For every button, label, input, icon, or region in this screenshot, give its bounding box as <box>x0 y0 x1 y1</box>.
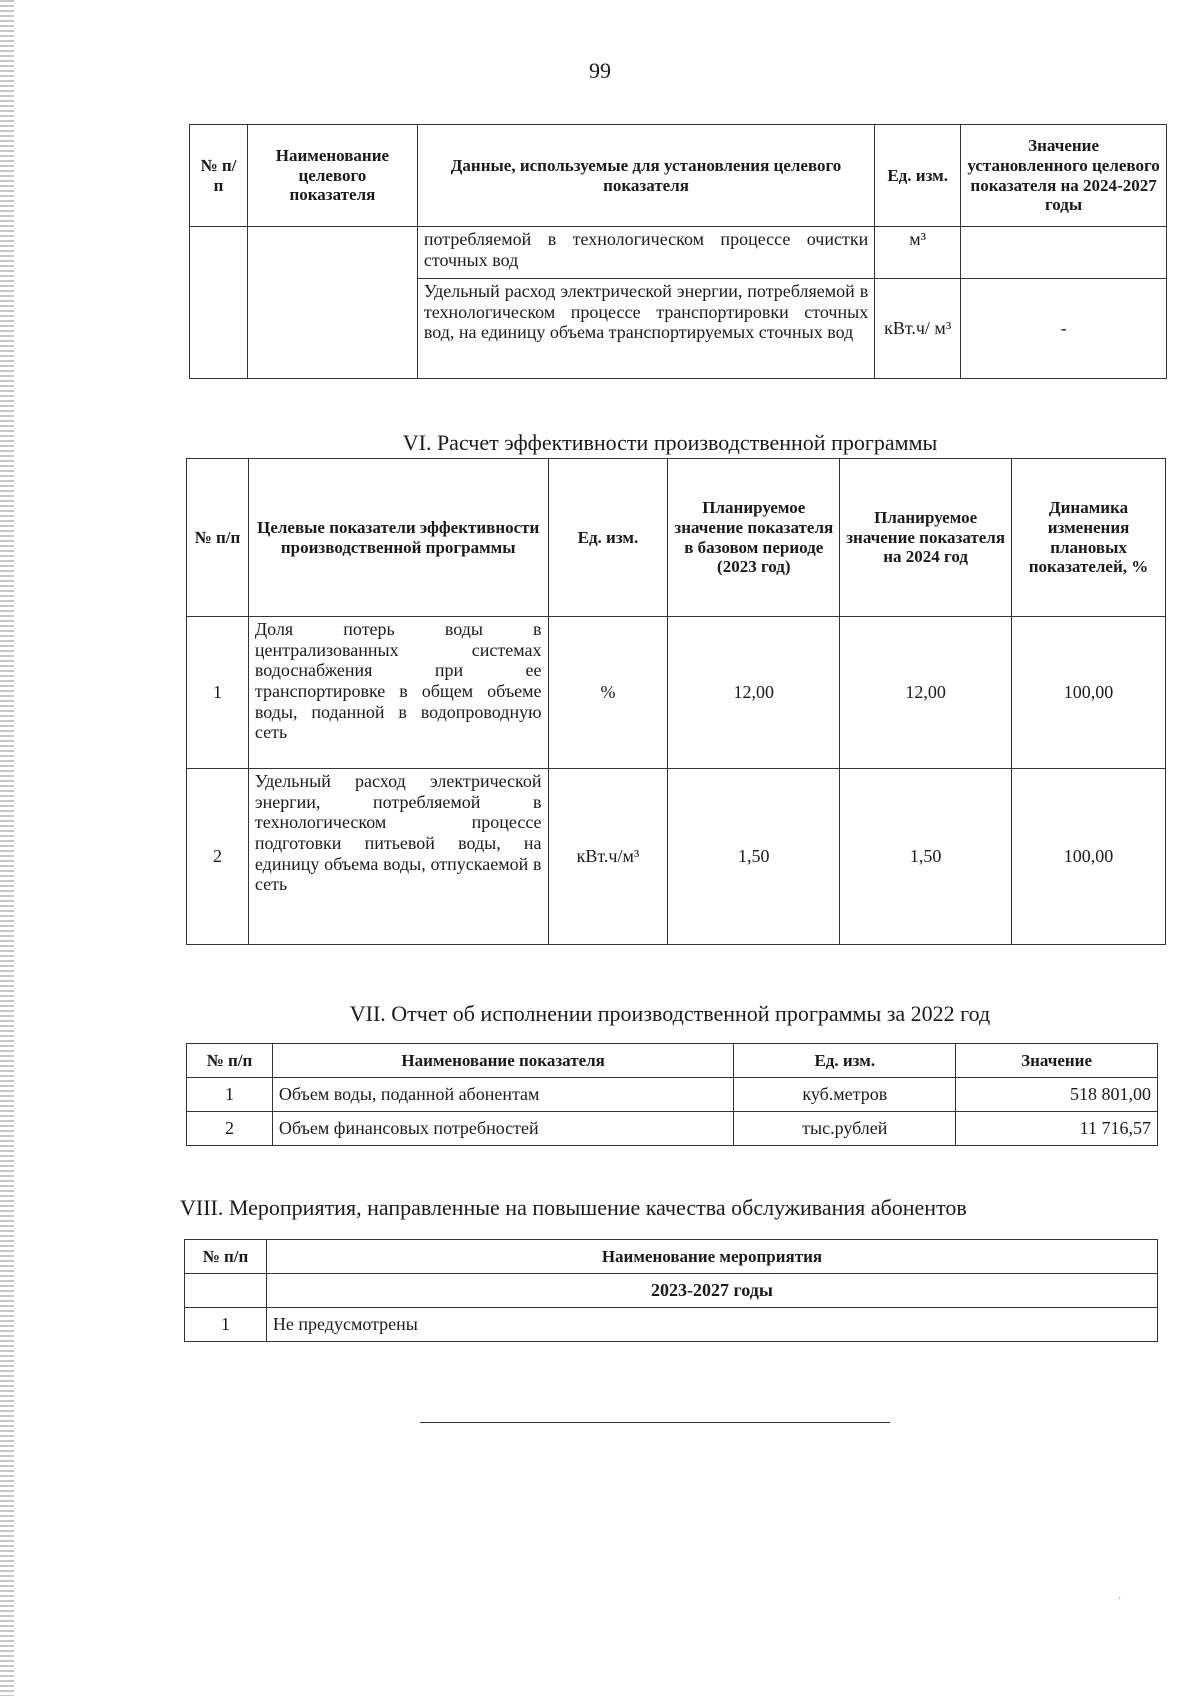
table-row <box>187 617 1166 769</box>
table-cell-indicator <box>247 227 417 379</box>
table-cell-empty <box>185 1274 267 1308</box>
table-cell-data: Удельный расход электрической энергии, потребляемой в технологическом процессе транспортировки сточных вод, на единицу объема транспортируемых сточных вод <box>417 279 874 379</box>
table-cell-plan: 12,00 <box>840 617 1012 769</box>
table-cell-indicator: Удельный расход электрической энергии, потребляемой в технологическом процессе подготовки питьевой воды, на единицу объема воды, отпускаемой в сеть <box>248 769 548 945</box>
table-header-row <box>185 1240 1158 1274</box>
col-header-plan: Планируемое значение показателя на 2024 год <box>840 459 1012 617</box>
table-cell-value: 518 801,00 <box>956 1078 1158 1112</box>
col-header-dynamics: Динамика изменения плановых показателей, % <box>1012 459 1166 617</box>
period-label: 2023-2027 годы <box>266 1274 1157 1308</box>
measures-table <box>184 1239 1158 1342</box>
scan-speck: · <box>1118 1594 1122 1605</box>
table-cell-unit: кВт.ч/ м³ <box>875 279 961 379</box>
table-row <box>185 1308 1158 1342</box>
col-header-num: № п/п <box>187 459 249 617</box>
section-7-title: VII. Отчет об исполнении производственной программы за 2022 год <box>349 1001 991 1026</box>
table-cell-num <box>190 227 248 379</box>
table-cell-indicator: Доля потерь воды в централизованных системах водоснабжения при ее транспортировке в общем объеме воды, поданной в водопроводную сеть <box>248 617 548 769</box>
table-cell-base: 1,50 <box>668 769 840 945</box>
table-row <box>187 769 1166 945</box>
table-cell-base: 12,00 <box>668 617 840 769</box>
col-header-num: № п/п <box>190 125 248 227</box>
table-cell-value: 11 716,57 <box>956 1112 1158 1146</box>
col-header-num: № п/п <box>185 1240 267 1274</box>
col-header-name: Наименование показателя <box>272 1044 733 1078</box>
page-number: 99 <box>589 58 611 83</box>
table-cell-name: Не предусмотрены <box>266 1308 1157 1342</box>
table-cell-value: - <box>961 279 1167 379</box>
table-row <box>187 1112 1158 1146</box>
col-header-value: Значение установленного целевого показателя на 2024-2027 годы <box>961 125 1167 227</box>
col-header-base: Планируемое значение показателя в базовом периоде (2023 год) <box>668 459 840 617</box>
table-header-row <box>190 125 1167 227</box>
col-header-measure: Наименование мероприятия <box>266 1240 1157 1274</box>
table-cell-unit: м³ <box>875 227 961 279</box>
col-header-indicator: Наименование целевого показателя <box>247 125 417 227</box>
scan-edge-artifact <box>0 0 14 1696</box>
table-cell-unit: куб.метров <box>734 1078 956 1112</box>
table-cell-value <box>961 227 1167 279</box>
col-header-unit: Ед. изм. <box>548 459 668 617</box>
col-header-data: Данные, используемые для установления целевого показателя <box>417 125 874 227</box>
table-cell-num: 2 <box>187 1112 273 1146</box>
section-6-title: VI. Расчет эффективности производственной программы <box>402 430 938 455</box>
table-header-row <box>187 459 1166 617</box>
target-indicators-table <box>189 124 1167 379</box>
col-header-value: Значение <box>956 1044 1158 1078</box>
table-row <box>190 227 1167 279</box>
col-header-num: № п/п <box>187 1044 273 1078</box>
table-cell-name: Объем финансовых потребностей <box>272 1112 733 1146</box>
table-cell-num: 2 <box>187 769 249 945</box>
section-8-title: VIII. Мероприятия, направленные на повышение качества обслуживания абонентов <box>180 1195 967 1220</box>
efficiency-table <box>186 458 1166 945</box>
col-header-unit: Ед. изм. <box>875 125 961 227</box>
col-header-unit: Ед. изм. <box>734 1044 956 1078</box>
table-cell-num: 1 <box>187 1078 273 1112</box>
table-header-row <box>187 1044 1158 1078</box>
table-row <box>185 1274 1158 1308</box>
report-table <box>186 1043 1158 1146</box>
table-cell-unit: % <box>548 617 668 769</box>
table-cell-num: 1 <box>187 617 249 769</box>
table-cell-plan: 1,50 <box>840 769 1012 945</box>
table-cell-name: Объем воды, поданной абонентам <box>272 1078 733 1112</box>
end-separator-line <box>420 1422 890 1423</box>
table-cell-unit: тыс.рублей <box>734 1112 956 1146</box>
table-row <box>187 1078 1158 1112</box>
table-cell-num: 1 <box>185 1308 267 1342</box>
table-cell-dynamics: 100,00 <box>1012 769 1166 945</box>
table-cell-dynamics: 100,00 <box>1012 617 1166 769</box>
table-cell-unit: кВт.ч/м³ <box>548 769 668 945</box>
col-header-indicators: Целевые показатели эффективности производственной программы <box>248 459 548 617</box>
table-cell-data: потребляемой в технологическом процессе очистки сточных вод <box>417 227 874 279</box>
